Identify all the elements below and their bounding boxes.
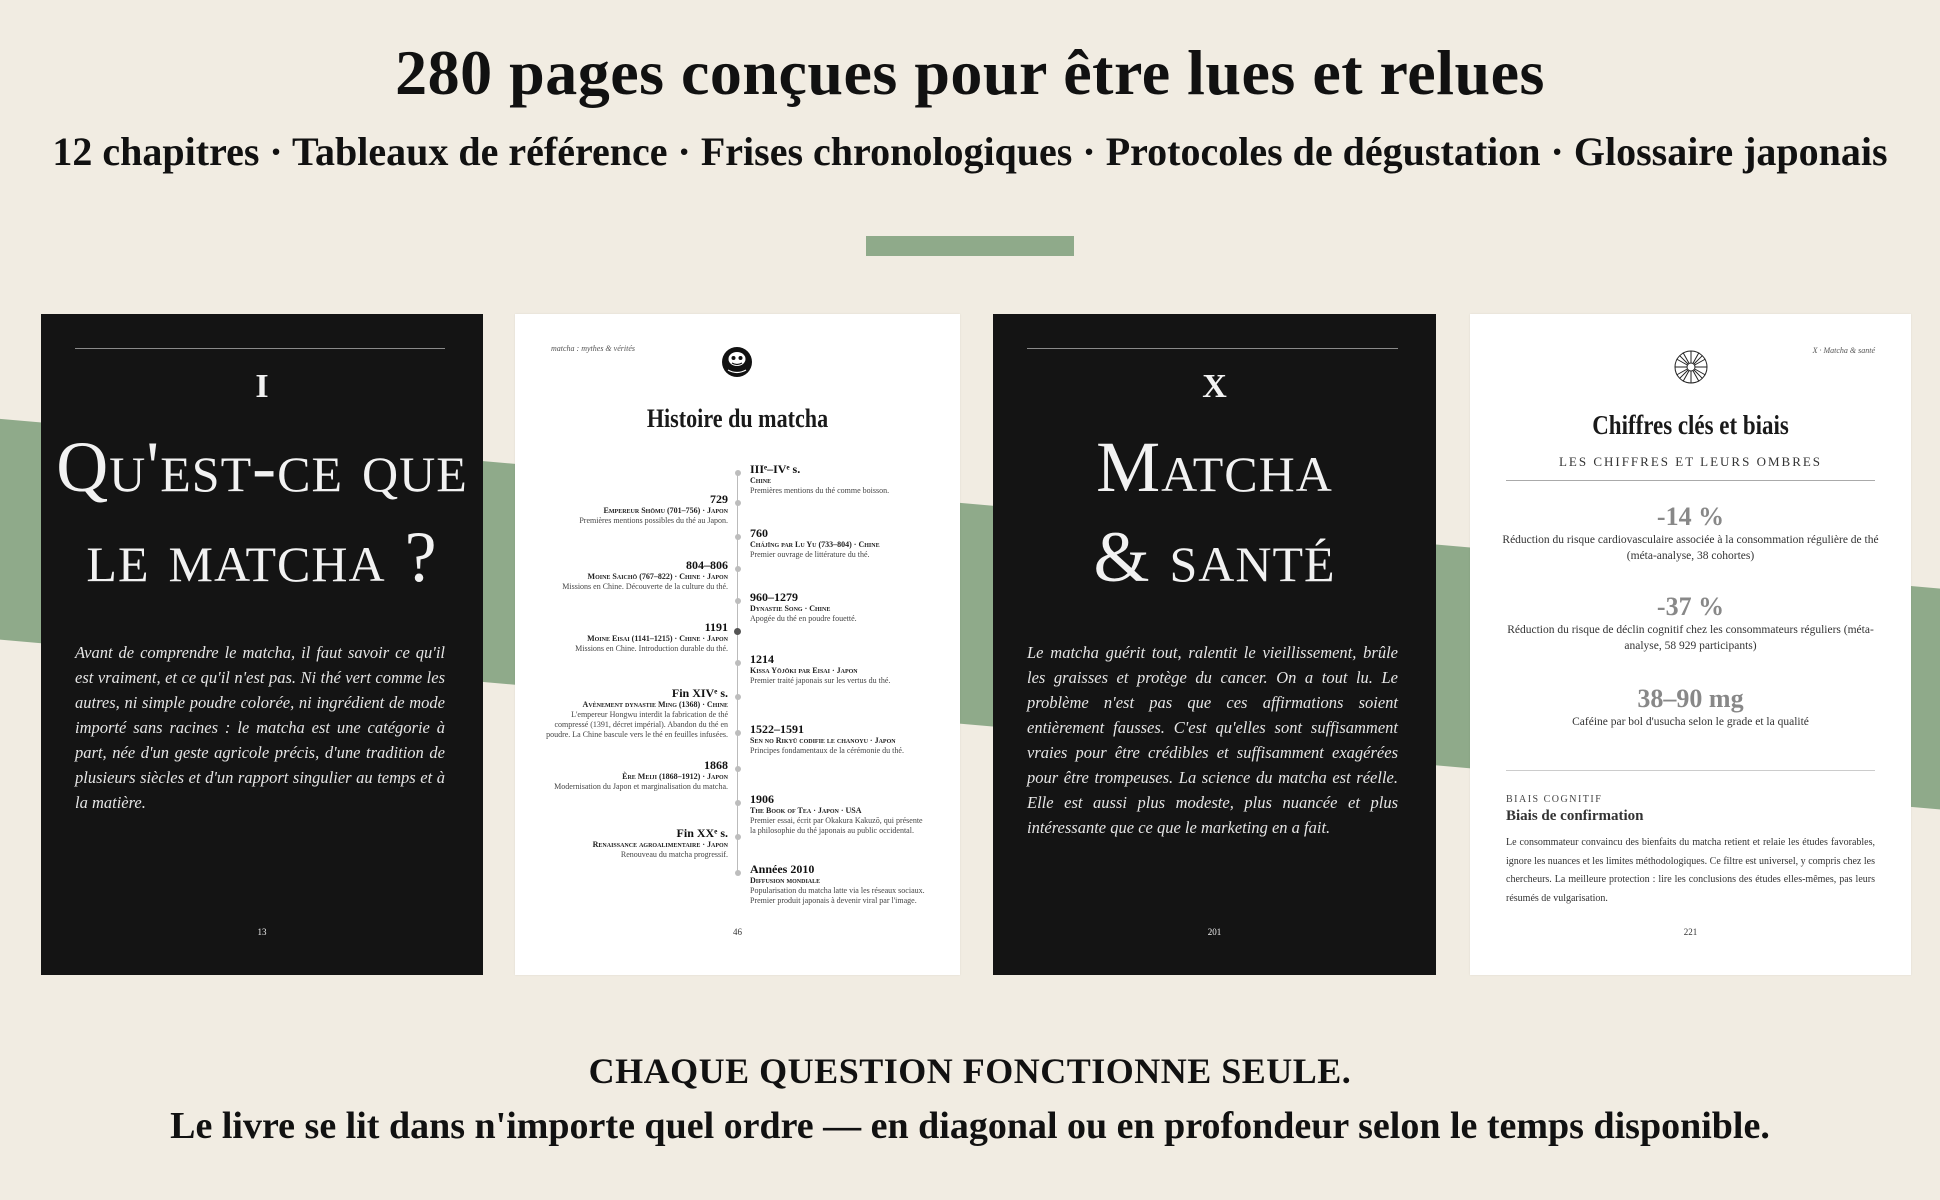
timeline-entry bbox=[750, 590, 930, 624]
timeline-dot bbox=[735, 694, 741, 700]
timeline-dot bbox=[735, 566, 741, 572]
timeline-description: Popularisation du matcha latte via les réseaux sociaux. Premier produit japonais à devenir viral par l'image. bbox=[750, 886, 925, 905]
timeline-entry bbox=[750, 792, 930, 836]
timeline-description: Apogée du thé en poudre fouetté. bbox=[750, 614, 857, 623]
page-title: Histoire du matcha bbox=[646, 404, 829, 433]
chrysanthemum-icon bbox=[1672, 348, 1710, 386]
page-title: Chiffres clés et biais bbox=[1592, 410, 1789, 440]
page-history-timeline bbox=[515, 314, 960, 975]
timeline-description: Premier traité japonais sur les vertus du thé. bbox=[750, 676, 891, 685]
timeline-entry bbox=[750, 526, 930, 560]
stat-caffeine bbox=[1500, 684, 1881, 730]
chapter-title-line1: Qu'est-ce que bbox=[56, 427, 468, 507]
page-number: 201 bbox=[1207, 927, 1222, 937]
daruma-icon bbox=[720, 344, 754, 378]
timeline-event: Avènement dynastie Ming (1368) · Chine bbox=[582, 700, 728, 709]
stat-cognitive bbox=[1500, 592, 1881, 654]
timeline-event: Diffusion mondiale bbox=[750, 876, 821, 885]
page-subtitle: LES CHIFFRES ET LEURS OMBRES bbox=[1558, 454, 1823, 469]
timeline-dot bbox=[735, 730, 741, 736]
page-number: 46 bbox=[733, 927, 742, 937]
timeline-dot bbox=[735, 834, 741, 840]
timeline-event: Dynastie Song · Chine bbox=[750, 604, 831, 613]
timeline-year: 729 bbox=[710, 492, 728, 506]
timeline-dot bbox=[735, 598, 741, 604]
timeline-dot bbox=[734, 628, 741, 635]
chapter-intro: Le matcha guérit tout, ralentit le vieillissement, brûle les graisses et protège du cancer. On a tout lu. Le problème n'est pas que ces affirmations soient entièrement fausses. C'est qu'elles sont suffisamment vraies pour être crédibles et suffisamment exagérées pour être trompeuses. La science du matcha est réelle. Elle est aussi plus modeste, plus nuancée et plus intéressante que ce que le marketing en a fait. bbox=[1027, 643, 1398, 837]
timeline-event: Chájīng par Lu Yu (733–804) · Chine bbox=[750, 540, 880, 549]
headline: 280 pages conçues pour être lues et relues bbox=[395, 37, 1545, 108]
timeline-year: 1214 bbox=[750, 652, 774, 666]
page-key-figures bbox=[1470, 314, 1911, 975]
timeline-dot bbox=[735, 660, 741, 666]
timeline-description: Missions en Chine. Découverte de la culture du thé. bbox=[562, 582, 728, 591]
stat-value: 38–90 mg bbox=[1637, 684, 1744, 713]
footer-description: Le livre se lit dans n'importe quel ordre — en diagonal ou en profondeur selon le temps disponible. bbox=[170, 1105, 1770, 1147]
top-rule bbox=[1027, 348, 1398, 349]
timeline-entry bbox=[750, 862, 930, 906]
stat-caption: Réduction du risque de déclin cognitif chez les consommateurs réguliers (méta-analyse, 58 929 participants) bbox=[1507, 624, 1874, 652]
page-number: 221 bbox=[1683, 927, 1698, 937]
timeline-year: IIIᵉ–IVᵉ s. bbox=[750, 462, 801, 476]
timeline-dot bbox=[735, 870, 741, 876]
page-chapter-10 bbox=[993, 314, 1436, 975]
timeline-entry bbox=[538, 758, 728, 792]
chapter-title-line2: le matcha ? bbox=[86, 517, 438, 597]
timeline-event: Empereur Shōmu (701–756) · Japon bbox=[603, 506, 728, 515]
timeline-description: Premières mentions du thé comme boisson. bbox=[750, 486, 890, 495]
divider bbox=[1506, 480, 1875, 481]
timeline-event: Kissa Yōjōki par Eisai · Japon bbox=[750, 666, 858, 675]
timeline-entry bbox=[538, 686, 728, 740]
timeline-year: Années 2010 bbox=[750, 862, 815, 876]
timeline-entry bbox=[750, 722, 930, 756]
timeline-event: Ère Meiji (1868–1912) · Japon bbox=[622, 772, 728, 781]
timeline-dot bbox=[735, 470, 741, 476]
timeline-dot bbox=[735, 766, 741, 772]
timeline-entry bbox=[750, 462, 930, 496]
timeline-description: Premières mentions possibles du thé au Japon. bbox=[579, 516, 728, 525]
stat-value: -37 % bbox=[1656, 592, 1725, 621]
timeline-year: Fin XIVᵉ s. bbox=[671, 686, 728, 700]
page-chapter-1 bbox=[41, 314, 483, 975]
stat-cardiovascular bbox=[1500, 502, 1881, 564]
chapter-title-line1: Matcha bbox=[1096, 427, 1333, 507]
timeline-event: The Book of Tea · Japon · USA bbox=[750, 806, 862, 815]
timeline-description: Premier ouvrage de littérature du thé. bbox=[750, 550, 870, 559]
accent-bar bbox=[866, 236, 1074, 256]
chapter-title bbox=[41, 422, 483, 602]
timeline-entry bbox=[538, 826, 728, 860]
bias-body: Le consommateur convaincu des bienfaits du matcha retient et relaie les études favorables, ignore les nuances et les limites méthodologiques. Ce filtre est universel, y compris chez les chercheurs. La meilleure protection : lire les conclusions des études elles-mêmes, pas leurs résumés de vulgarisation. bbox=[1506, 837, 1875, 904]
timeline-event: Renaissance agroalimentaire · Japon bbox=[592, 840, 728, 849]
chapter-intro: Avant de comprendre le matcha, il faut savoir ce qu'il est vraiment, et ce qu'il n'est pas. Ni thé vert comme les autres, ni simple poudre colorée, ni ingrédient de mode importé sans racines : le matcha est une catégorie à part, née d'un geste agricole précis, d'une tradition de plusieurs siècles et d'un rapport singulier au temps et à la matière. bbox=[75, 643, 445, 812]
timeline-year: 1522–1591 bbox=[750, 722, 804, 736]
stat-caption: Réduction du risque cardiovasculaire associée à la consommation régulière de thé (méta-analyse, 38 cohortes) bbox=[1502, 534, 1879, 562]
timeline-entry bbox=[538, 492, 728, 526]
chapter-title-line2: & santé bbox=[1093, 517, 1336, 597]
bias-title: Biais de confirmation bbox=[1506, 808, 1644, 824]
timeline-description: Principes fondamentaux de la cérémonie du thé. bbox=[750, 746, 904, 755]
running-head: matcha : mythes & vérités bbox=[551, 344, 635, 353]
top-rule bbox=[75, 348, 445, 349]
timeline-description: Modernisation du Japon et marginalisation du matcha. bbox=[554, 782, 728, 791]
timeline-dot bbox=[735, 500, 741, 506]
timeline-dot bbox=[735, 534, 741, 540]
timeline-dot bbox=[735, 800, 741, 806]
timeline-event: Chine bbox=[750, 476, 772, 485]
timeline-year: 804–806 bbox=[686, 558, 728, 572]
page-number: 13 bbox=[257, 927, 267, 937]
timeline-description: Renouveau du matcha progressif. bbox=[620, 850, 728, 859]
stat-value: -14 % bbox=[1656, 502, 1725, 531]
timeline-event: Moine Eisai (1141–1215) · Chine · Japon bbox=[587, 634, 728, 643]
timeline-year: Fin XXᵉ s. bbox=[676, 826, 728, 840]
running-head: X · Matcha & santé bbox=[1812, 346, 1875, 355]
features-line: 12 chapitres · Tableaux de référence · Frises chronologiques · Protocoles de dégustation · Glossaire japonais bbox=[52, 129, 1888, 174]
timeline-event: Sen no Rikyū codifie le chanoyu · Japon bbox=[750, 736, 896, 745]
stat-caption: Caféine par bol d'usucha selon le grade et la qualité bbox=[1572, 716, 1809, 728]
timeline-axis bbox=[737, 472, 738, 872]
timeline-year: 760 bbox=[750, 526, 768, 540]
timeline-year: 1868 bbox=[704, 758, 728, 772]
bias-kicker: BIAIS COGNITIF bbox=[1506, 794, 1603, 805]
timeline-year: 1191 bbox=[704, 620, 728, 634]
timeline-description: Missions en Chine. Introduction durable du thé. bbox=[575, 644, 728, 653]
divider bbox=[1506, 770, 1875, 771]
timeline-entry bbox=[750, 652, 930, 686]
footer-statement: CHAQUE QUESTION FONCTIONNE SEULE. bbox=[588, 1051, 1352, 1091]
chapter-number: I bbox=[255, 368, 269, 405]
chapter-number: X bbox=[1202, 368, 1227, 405]
timeline-year: 960–1279 bbox=[750, 590, 798, 604]
timeline-entry bbox=[538, 558, 728, 592]
timeline-description: Premier essai, écrit par Okakura Kakuzō, qui présente la philosophie du thé japonais au public occidental. bbox=[750, 816, 923, 835]
timeline-description: L'empereur Hongwu interdit la fabrication de thé compressé (1391, décret impérial). Abandon du thé en poudre. La Chine bascule vers le thé en feuilles infusées. bbox=[546, 710, 728, 739]
timeline-year: 1906 bbox=[750, 792, 774, 806]
timeline-entry bbox=[538, 620, 728, 654]
chapter-title bbox=[993, 422, 1436, 602]
timeline-event: Moine Saichō (767–822) · Chine · Japon bbox=[587, 572, 728, 581]
